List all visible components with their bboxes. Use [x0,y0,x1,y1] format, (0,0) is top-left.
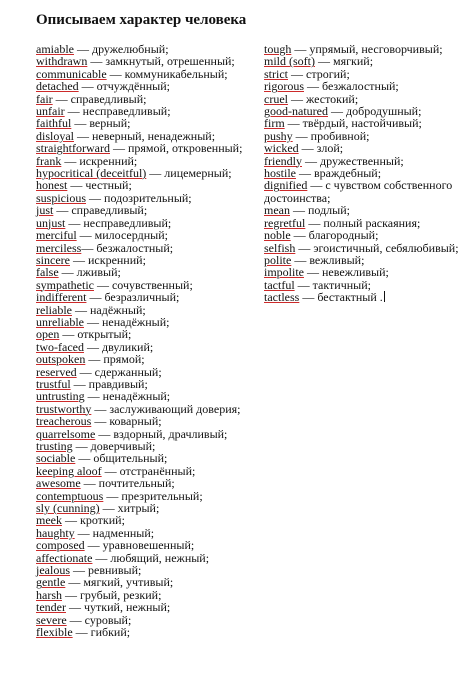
vocab-term: trustworthy [36,401,92,416]
vocab-separator: — [73,42,92,56]
vocab-translation: сдержанный; [94,364,162,379]
vocab-separator: — [291,42,310,56]
vocab-separator: — [65,575,84,590]
vocab-term: cruel [264,91,288,106]
document-title: Описываем характер человека [36,12,247,28]
vocab-term: reserved [36,364,77,379]
vocab-translation: безразличный; [104,290,180,305]
vocab-translation: кроткий; [80,513,125,528]
vocab-separator: — [298,141,317,156]
vocab-term: withdrawn [36,54,88,69]
vocab-translation: двуликий; [101,339,154,354]
vocab-translation: правдивый; [88,376,148,391]
vocab-translation: подлый; [308,203,350,218]
vocab-translation: лживый; [76,265,121,280]
vocab-separator: — [294,277,313,292]
vocab-term: keeping aloof [36,463,102,478]
vocab-term: faithful [36,116,72,131]
vocab-term: honest [36,178,68,193]
vocab-translation: ревнивый; [88,563,142,578]
right-column [264,43,466,304]
vocab-term: unreliable [36,314,84,329]
vocab-separator: — [99,501,118,516]
vocab-translation: хитрый; [117,501,160,516]
vocab-translation: добродушный; [345,104,422,119]
vocab-separator: — [91,414,110,429]
vocab-translation: презрительный; [121,488,203,503]
vocab-translation: ненадёжный; [101,314,170,329]
vocab-term: fair [36,91,53,106]
vocab-term: merciful [36,228,77,243]
vocab-term: just [36,203,54,218]
vocab-translation: надменный; [92,525,155,540]
vocab-separator: — [85,352,104,367]
vocab-translation: дружественный; [320,153,404,168]
vocab-separator: — [76,364,95,379]
vocab-term: communicable [36,66,107,81]
vocab-separator: — [327,104,346,119]
vocab-term: firm [264,116,285,131]
vocab-separator: — [52,91,71,106]
vocab-entry [264,179,466,204]
left-column [36,43,258,639]
vocab-separator: — [305,215,324,230]
vocab-term: strict [264,66,288,81]
vocab-translation: вздорный, драчливый; [113,426,228,441]
vocab-translation: неверный, ненадежный; [92,128,216,143]
vocab-translation: коммуникабельный; [124,66,228,81]
vocab-separator: — [61,153,80,168]
vocab-separator: — [72,439,91,453]
vocab-translation: честный; [85,178,132,193]
vocab-translation: прямой; [103,352,145,367]
vocab-separator: — [76,228,95,243]
vocab-separator: — [65,215,84,230]
vocab-term: hypocritical (deceitful) [36,166,147,181]
vocab-term: awesome [36,476,81,491]
vocab-term: indifferent [36,290,87,305]
vocab-separator: — [74,525,93,540]
vocab-translation: надёжный; [89,302,146,317]
vocab-translation: несправедливый; [83,215,172,230]
vocab-term: affectionate [36,550,93,565]
vocab-translation: мягкий, учтивый; [83,575,174,590]
vocab-translation: прямой, откровенный; [127,141,243,156]
vocab-term: untrusting [36,389,85,404]
vocab-translation: заслуживающий доверия; [109,401,241,416]
vocab-separator: — [146,166,165,181]
vocab-term: hostile [264,166,296,181]
vocab-term: polite [264,252,292,267]
vocab-translation: сочувственный; [111,277,193,292]
vocab-entry [264,291,466,303]
vocab-term: sociable [36,451,76,466]
vocab-term: tactful [264,277,295,292]
vocab-translation: безжалостный; [96,240,174,255]
vocab-separator: — [292,128,311,143]
vocab-separator: — [106,66,125,81]
vocab-term: suspicious [36,190,87,205]
vocab-translation: справедливый; [70,91,147,106]
vocab-separator: — [95,426,114,441]
vocab-separator: — [70,563,88,578]
vocab-separator: — [84,389,103,404]
vocab-translation: эгоистичный, себялюбивый; [313,240,459,255]
vocab-translation: ненадёжный; [102,389,171,404]
vocab-translation: несправедливый; [82,104,171,119]
vocab-term: rigorous [264,79,304,94]
vocab-translation: коварный; [109,414,162,429]
vocab-term: severe [36,612,67,627]
vocab-translation: бестактный . [317,290,383,305]
vocab-translation: уравновешенный; [102,538,195,553]
vocab-separator: — [84,538,103,553]
vocab-translation: враждебный; [314,166,382,181]
vocab-translation: общительный; [93,451,168,466]
vocab-term: treacherous [36,414,92,429]
vocab-translation: злой; [316,141,344,156]
vocab-separator: — [86,190,105,205]
vocab-term: quarrelsome [36,426,96,441]
vocab-translation: благородный; [308,228,379,243]
vocab-separator: — [87,54,106,69]
vocab-term: friendly [264,153,302,168]
vocab-translation: тактичный; [312,277,371,292]
vocab-separator: — [86,290,105,305]
vocab-separator: — [65,600,84,615]
vocab-term: harsh [36,587,62,602]
vocab-term: two-faced [36,339,84,354]
vocab-translation: искренний; [79,153,138,168]
vocab-term: detached [36,79,79,94]
vocab-term: flexible [36,625,73,640]
vocab-translation: отчуждённый; [96,79,170,94]
vocab-term: sly (cunning) [36,501,100,516]
vocab-separator: — [287,91,306,106]
vocab-term: trustful [36,376,71,391]
vocab-separator: — [74,128,92,143]
vocab-separator: — [304,265,322,280]
vocab-translation: верный; [89,116,131,131]
vocab-separator: — [304,79,322,94]
vocab-term: tender [36,600,66,615]
vocab-term: straightforward [36,141,110,156]
vocab-separator: — [315,54,333,69]
vocab-term: haughty [36,525,75,540]
vocab-term: unfair [36,104,65,119]
text-cursor [384,291,385,302]
vocab-separator: — [291,252,310,267]
vocab-term: trusting [36,439,73,453]
vocab-term: frank [36,153,62,168]
vocab-separator: — [290,203,308,218]
vocab-term: selfish [264,240,296,255]
vocab-separator: — [62,513,80,528]
vocab-term: disloyal [36,128,74,143]
vocab-translation: искренний; [87,252,146,267]
vocab-term: regretful [264,215,306,230]
vocab-term: open [36,327,60,342]
vocab-separator: — [64,104,83,119]
vocab-translation: дружелюбный; [91,42,169,56]
vocab-translation: гибкий; [90,625,131,640]
vocab-separator: — [83,314,102,329]
vocab-term: false [36,265,59,280]
vocab-term: jealous [36,563,70,578]
vocab-term: dignified [264,178,308,193]
vocab-separator: — [72,625,91,640]
vocab-term: wicked [264,141,299,156]
vocab-separator: — [284,116,303,131]
vocab-separator: — [109,141,128,156]
vocab-translation: лицемерный; [164,166,232,181]
vocab-entry [36,626,258,638]
vocab-separator: — [70,376,89,391]
vocab-term: tactless [264,290,300,305]
vocab-separator: — [302,153,320,168]
vocab-translation: отстранённый; [119,463,196,478]
vocab-separator: — [92,550,111,565]
vocab-translation: грубый, резкий; [80,587,162,602]
vocab-separator: — [83,339,102,354]
vocab-separator: — [290,228,309,243]
vocab-separator: — [81,240,97,255]
vocab-translation: подозрительный; [104,190,192,205]
vocab-separator: — [71,302,90,317]
vocab-term: impolite [264,265,304,280]
vocab-separator: — [93,277,112,292]
vocab-term: merciless [36,240,82,255]
vocab-translation: упрямый, несговорчивый; [309,42,443,56]
vocab-translation: доверчивый; [90,439,156,453]
vocab-translation: любящий, нежный; [110,550,210,565]
vocab-separator: — [295,240,314,255]
vocab-separator: — [66,612,85,627]
vocab-translation: открытый; [77,327,132,342]
vocab-translation: суровый; [84,612,132,627]
vocab-term: outspoken [36,352,86,367]
vocab-translation: жестокий; [305,91,359,106]
vocab-term: tough [264,42,292,56]
vocab-translation: твёрдый, настойчивый; [302,116,422,131]
vocab-translation: справедливый; [71,203,148,218]
vocab-term: contemptuous [36,488,104,503]
vocab-separator: — [58,265,77,280]
vocab-term: composed [36,538,85,553]
vocab-separator: — [91,401,110,416]
vocab-separator: — [71,116,90,131]
vocab-term: mean [264,203,290,218]
vocab-separator: — [59,327,78,342]
vocab-separator: — [62,587,80,602]
vocab-term: reliable [36,302,72,317]
vocab-translation: невежливый; [322,265,389,280]
vocab-separator: — [69,252,88,267]
vocab-translation: пробивной; [310,128,370,143]
vocab-term: pushy [264,128,293,143]
vocab-term: sympathetic [36,277,94,292]
vocab-separator: — [101,463,120,478]
vocab-term: mild (soft) [264,54,315,69]
vocab-translation: вежливый; [309,252,365,267]
vocab-term: unjust [36,215,66,230]
vocab-translation: с чувством собственного достоинства; [264,178,453,205]
vocab-term: good-natured [264,104,328,119]
vocab-translation: чуткий, нежный; [83,600,171,615]
vocab-separator: — [296,166,314,181]
vocab-separator: — [307,178,326,193]
vocab-separator: — [288,66,306,81]
vocab-separator: — [78,79,97,94]
vocab-separator: — [80,476,99,491]
vocab-translation: милосердный; [94,228,168,243]
vocab-separator: — [75,451,94,466]
vocab-separator: — [67,178,86,193]
vocab-term: gentle [36,575,66,590]
vocab-translation: полный раскаяния; [323,215,421,230]
vocab-term: sincere [36,252,70,267]
vocab-separator: — [103,488,122,503]
vocab-separator: — [53,203,72,218]
vocab-term: meek [36,513,62,528]
vocab-translation: мягкий; [333,54,374,69]
vocab-translation: замкнутый, отрешенный; [105,54,235,69]
vocab-translation: строгий; [306,66,350,81]
vocab-term: amiable [36,42,74,56]
vocab-translation: безжалостный; [322,79,399,94]
vocab-translation: почтительный; [98,476,175,491]
vocab-separator: — [299,290,318,305]
vocab-term: noble [264,228,291,243]
